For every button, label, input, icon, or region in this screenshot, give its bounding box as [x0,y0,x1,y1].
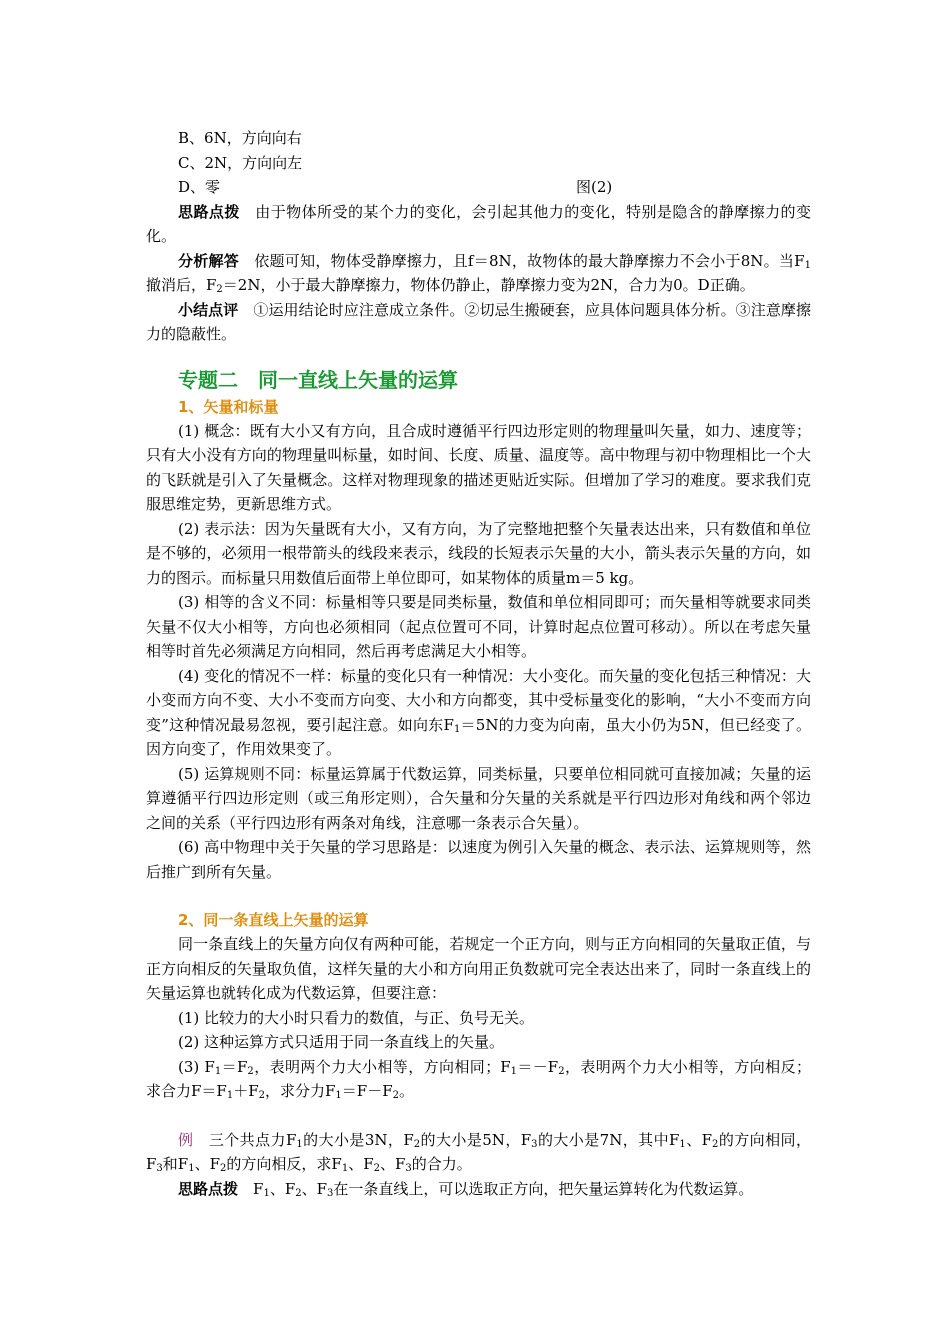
paragraph-change: (4) 变化的情况不一样：标量的变化只有一种情况：大小变化。而矢量的变化包括三种情况：大小变而方向不变、大小不变而方向变、大小和方向都变，其中受标量变化的影响，“大小不变而方向变”这种情况最易忽视，要引起注意。如向东$F_1=5N$的力变为向南，虽大小仍为5N，但已经变了。因方向变了，作用效果变了。 [146,666,811,758]
paragraph-line-vectors: 同一条直线上的矢量方向仅有两种可能，若规定一个正方向，则与正方向相同的矢量取正值，与正方向相反的矢量取负值，这样矢量的大小和方向用正负数就可完全表达出来了，同时一条直线上的矢量运算也就转化成为代数运算，但要注意： [146,935,811,1002]
blank-line [146,1104,811,1128]
paragraph-concept: (1) 概念：既有大小又有方向，且合成时遵循平行四边形定则的物理量叫矢量，如力、速度等；只有大小没有方向的物理量叫标量，如时间、长度、质量、温度等。高中物理与初中物理相比一个大的飞跃就是引入了矢量概念。这样对物理现象的描述更贴近实际。但增加了学习的难度。要求我们克服思维定势，更新思维方式。 [146,421,811,513]
hint-paragraph: 思路点拨 由于物体所受的某个力的变化，会引起其他力的变化，特别是隐含的静摩擦力的变化。 [146,202,811,245]
paragraph-equality: (3) 相等的含义不同：标量相等只要是同类标量，数值和单位相同即可；而矢量相等就要求同类矢量不仅大小相等，方向也必须相同（起点位置可不同，计算时起点位置可移动）。所以在考虑矢量相等时首先必须满足方向相同，然后再考虑满足大小相等。 [146,593,811,660]
example-hint-label: 思路点拨 [178,1179,239,1198]
section-heading-2: 2、同一条直线上矢量的运算 [178,911,369,929]
summary-label: 小结点评 [178,300,239,319]
example-paragraph: 例 三个共点力$F_1$的大小是3N，$F_2$的大小是5N，$F_3$的大小是7N，其中$F_1$、$F_2$的方向相同，$F_3$和$F_1$、$F_2$的方向相反，求$F_1$、$F_2$、$F_3$的合力。 [146,1130,811,1174]
option-b: B、6N，方向向右 [178,129,302,147]
document-page [146,126,811,1201]
analysis-paragraph: 分析解答 依题可知，物体受静摩擦力，且f＝8N，故物体的最大静摩擦力不会小于8N。当$F_1$撤消后，$F_2=2N$，小于最大静摩擦力，物体仍静止，静摩擦力变为2N，合力为0。D正确。 [146,251,811,295]
paragraph-rules: (5) 运算规则不同：标量运算属于代数运算，同类标量，只要单位相同就可直接加减；矢量的运算遵循平行四边形定则（或三角形定则），合矢量和分矢量的关系就是平行四边形对角线和两个邻边之间的关系（平行四边形有两条对角线，注意哪一条表示合矢量）。 [146,764,811,832]
figure-caption: 图(2) [576,178,613,196]
blank-line [146,884,811,908]
note-item-1: (1) 比较力的大小时只看力的数值，与正、负号无关。 [178,1008,535,1027]
analysis-label: 分析解答 [178,251,240,270]
note-item-2: (2) 这种运算方式只适用于同一条直线上的矢量。 [178,1033,505,1051]
paragraph-representation: (2) 表示法：因为矢量既有大小，又有方向，为了完整地把整个矢量表达出来，只有数值和单位是不够的，必须用一根带箭头的线段来表示，线段的长短表示矢量的大小，箭头表示矢量的方向，如力的图示。而标量只用数值后面带上单位即可，如某物体的质量m＝5 kg。 [146,519,811,587]
option-c: C、2N，方向向左 [178,153,303,172]
topic-title: 专题二 同一直线上矢量的运算 [178,367,458,392]
example-label: 例 [178,1130,194,1149]
paragraph-approach: (6) 高中物理中关于矢量的学习思路是：以速度为例引入矢量的概念、表示法、运算规则等，然后推广到所有矢量。 [146,838,811,881]
summary-paragraph: 小结点评 ①运用结论时应注意成立条件。②切忌生搬硬套，应具体问题具体分析。③注意摩擦力的隐蔽性。 [146,300,811,343]
section-heading-1: 1、矢量和标量 [178,397,279,416]
note-item-3: (3) $F_1=F_2$，表明两个力大小相等，方向相同；$F_1=-F_2$，表明两个力大小相等，方向相反；求合力$F=F_1+F_2$，求分力$F_1=F-F_2$。 [146,1057,811,1101]
hint-label: 思路点拨 [178,202,240,221]
option-d: D、零 图(2) [146,175,811,200]
example-hint-paragraph: 思路点拨 $F_1$、$F_2$、$F_3$在一条直线上，可以选取正方向，把矢量运算转化为代数运算。 [178,1179,754,1199]
